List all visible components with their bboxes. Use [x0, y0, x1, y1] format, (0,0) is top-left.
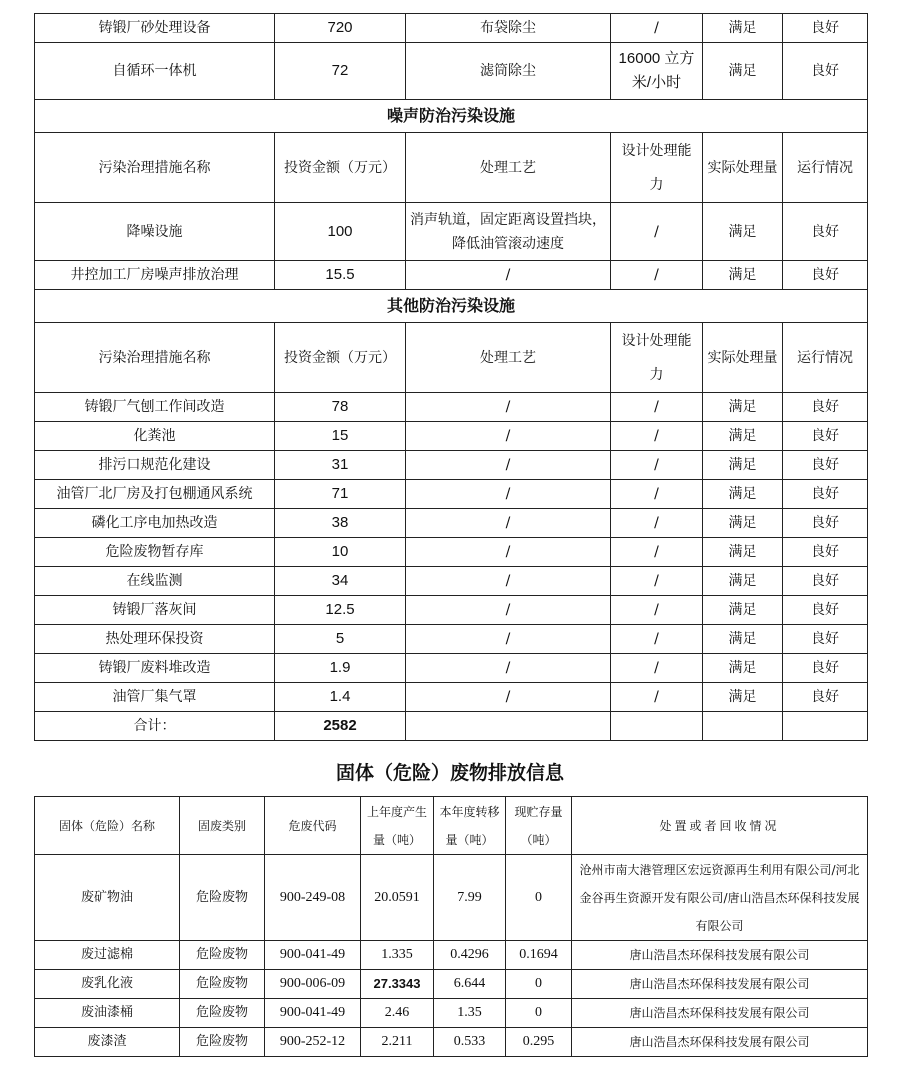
header-capacity: 设计处理能力: [611, 133, 703, 203]
header-investment: 投资金额（万元）: [275, 133, 406, 203]
process-value: /: [406, 683, 611, 712]
actual-value: 满足: [703, 422, 783, 451]
waste-code: 900-041-49: [265, 999, 361, 1028]
header-actual: 实际处理量: [703, 133, 783, 203]
header-name: 污染治理措施名称: [35, 323, 275, 393]
investment-value: 78: [275, 393, 406, 422]
process-value: /: [406, 451, 611, 480]
other-section-title: 其他防治污染设施: [35, 290, 868, 323]
header-row: [35, 133, 868, 203]
waste-name: 废过滤棉: [35, 941, 180, 970]
waste-type: 危险废物: [180, 1028, 265, 1057]
actual-value: 满足: [703, 203, 783, 261]
disposal-info: 唐山浩昌杰环保科技发展有限公司: [572, 999, 868, 1028]
header-status: 运行情况: [783, 133, 868, 203]
capacity-value: /: [611, 14, 703, 43]
process-value: /: [406, 654, 611, 683]
capacity-value: /: [611, 538, 703, 567]
investment-value: 720: [275, 14, 406, 43]
table-row: [35, 393, 868, 422]
status-value: 良好: [783, 683, 868, 712]
status-value: 良好: [783, 596, 868, 625]
investment-value: 15.5: [275, 261, 406, 290]
process-value: /: [406, 625, 611, 654]
stock-amount: 0.1694: [506, 941, 572, 970]
facility-name: 危险废物暂存库: [35, 538, 275, 567]
table-row: [35, 970, 868, 999]
capacity-value: /: [611, 393, 703, 422]
waste-type: 危险废物: [180, 999, 265, 1028]
table-row: [35, 480, 868, 509]
header-name: 固体（危险）名称: [35, 797, 180, 855]
actual-value: 满足: [703, 43, 783, 100]
capacity-value: /: [611, 480, 703, 509]
stock-amount: 0: [506, 970, 572, 999]
section-row: [35, 290, 868, 323]
investment-value: 31: [275, 451, 406, 480]
last-year-amount: 2.211: [361, 1028, 434, 1057]
investment-value: 34: [275, 567, 406, 596]
waste-code: 900-249-08: [265, 855, 361, 941]
actual-value: 满足: [703, 480, 783, 509]
process-value: /: [406, 261, 611, 290]
facility-name: 在线监测: [35, 567, 275, 596]
facility-name: 铸锻厂气刨工作间改造: [35, 393, 275, 422]
capacity-value: /: [611, 422, 703, 451]
total-label: 合计：: [35, 712, 275, 741]
capacity-value: /: [611, 451, 703, 480]
investment-value: 71: [275, 480, 406, 509]
process-value: 布袋除尘: [406, 14, 611, 43]
solid-waste-title: 固体（危险）废物排放信息: [335, 762, 564, 784]
status-value: 良好: [783, 480, 868, 509]
capacity-value: /: [611, 509, 703, 538]
investment-value: 38: [275, 509, 406, 538]
process-value: /: [406, 567, 611, 596]
facility-name: 降噪设施: [35, 203, 275, 261]
table-row: [35, 203, 868, 261]
header-row: [35, 323, 868, 393]
capacity-value: /: [611, 203, 703, 261]
waste-type: 危险废物: [180, 855, 265, 941]
facility-name: 油管厂北厂房及打包棚通风系统: [35, 480, 275, 509]
actual-value: 满足: [703, 538, 783, 567]
waste-name: 废漆渣: [35, 1028, 180, 1057]
status-value: 良好: [783, 509, 868, 538]
table-row: [35, 596, 868, 625]
process-value: /: [406, 596, 611, 625]
table-row: [35, 683, 868, 712]
header-process: 处理工艺: [406, 323, 611, 393]
status-value: 良好: [783, 14, 868, 43]
actual-value: 满足: [703, 596, 783, 625]
actual-value: 满足: [703, 451, 783, 480]
total-row: [35, 712, 868, 741]
facility-name: 铸锻厂落灰间: [35, 596, 275, 625]
actual-value: 满足: [703, 625, 783, 654]
stock-amount: 0: [506, 855, 572, 941]
actual-value: 满足: [703, 14, 783, 43]
table-row: [35, 999, 868, 1028]
investment-value: 1.9: [275, 654, 406, 683]
table-row: [35, 451, 868, 480]
header-status: 运行情况: [783, 323, 868, 393]
disposal-info: 唐山浩昌杰环保科技发展有限公司: [572, 970, 868, 999]
facility-name: 铸锻厂砂处理设备: [35, 14, 275, 43]
facility-name: 化粪池: [35, 422, 275, 451]
investment-value: 12.5: [275, 596, 406, 625]
status-value: 良好: [783, 422, 868, 451]
status-value: 良好: [783, 261, 868, 290]
actual-value: 满足: [703, 567, 783, 596]
disposal-info: 唐山浩昌杰环保科技发展有限公司: [572, 941, 868, 970]
process-value: /: [406, 393, 611, 422]
table-row: [35, 509, 868, 538]
table-row: [35, 625, 868, 654]
capacity-value: /: [611, 654, 703, 683]
process-value: /: [406, 422, 611, 451]
header-process: 处理工艺: [406, 133, 611, 203]
investment-value: 72: [275, 43, 406, 100]
waste-name: 废矿物油: [35, 855, 180, 941]
capacity-value: /: [611, 596, 703, 625]
status-value: 良好: [783, 451, 868, 480]
header-actual: 实际处理量: [703, 323, 783, 393]
header-row: [35, 797, 868, 855]
facility-name: 铸锻厂废料堆改造: [35, 654, 275, 683]
waste-code: 900-006-09: [265, 970, 361, 999]
last-year-amount: 27.3343: [361, 970, 434, 999]
capacity-value: /: [611, 683, 703, 712]
header-transfer: 本年度转移量（吨）: [434, 797, 506, 855]
actual-value: 满足: [703, 654, 783, 683]
status-value: 良好: [783, 567, 868, 596]
status-value: 良好: [783, 654, 868, 683]
actual-value: 满足: [703, 261, 783, 290]
status-value: 良好: [783, 43, 868, 100]
actual-value: 满足: [703, 393, 783, 422]
status-value: 良好: [783, 393, 868, 422]
facility-name: 排污口规范化建设: [35, 451, 275, 480]
waste-type: 危险废物: [180, 941, 265, 970]
last-year-amount: 2.46: [361, 999, 434, 1028]
actual-value: 满足: [703, 683, 783, 712]
solid-waste-table: [34, 796, 868, 1057]
disposal-info: 沧州市南大港管理区宏远资源再生利用有限公司/河北金谷再生资源开发有限公司/唐山浩昌杰环保科技发展有限公司: [572, 855, 868, 941]
table-row: [35, 941, 868, 970]
total-value: 2582: [275, 712, 406, 741]
section-row: [35, 100, 868, 133]
last-year-amount: 1.335: [361, 941, 434, 970]
header-disposal: 处置或者回收情况: [572, 797, 868, 855]
facility-name: 井控加工厂房噪声排放治理: [35, 261, 275, 290]
last-year-amount: 20.0591: [361, 855, 434, 941]
table-row: [35, 43, 868, 100]
investment-value: 100: [275, 203, 406, 261]
investment-value: 1.4: [275, 683, 406, 712]
table-row: [35, 1028, 868, 1057]
capacity-value: 16000 立方米/小时: [611, 43, 703, 100]
process-value: /: [406, 480, 611, 509]
status-value: 良好: [783, 538, 868, 567]
table-row: [35, 654, 868, 683]
disposal-info: 唐山浩昌杰环保科技发展有限公司: [572, 1028, 868, 1057]
table-row: [35, 538, 868, 567]
facility-name: 热处理环保投资: [35, 625, 275, 654]
waste-code: 900-041-49: [265, 941, 361, 970]
header-investment: 投资金额（万元）: [275, 323, 406, 393]
actual-value: 满足: [703, 509, 783, 538]
stock-amount: 0: [506, 999, 572, 1028]
header-stock: 现贮存量（吨）: [506, 797, 572, 855]
waste-name: 废油漆桶: [35, 999, 180, 1028]
table-row: [35, 422, 868, 451]
investment-value: 5: [275, 625, 406, 654]
header-type: 固废类别: [180, 797, 265, 855]
process-value: 消声轨道，固定距离设置挡块，降低油管滚动速度: [406, 203, 611, 261]
transfer-amount: 0.4296: [434, 941, 506, 970]
transfer-amount: 0.533: [434, 1028, 506, 1057]
status-value: 良好: [783, 203, 868, 261]
capacity-value: /: [611, 261, 703, 290]
process-value: /: [406, 509, 611, 538]
investment-value: 10: [275, 538, 406, 567]
header-name: 污染治理措施名称: [35, 133, 275, 203]
pollution-facilities-table: [34, 13, 868, 741]
transfer-amount: 6.644: [434, 970, 506, 999]
header-last-year: 上年度产生量（吨）: [361, 797, 434, 855]
facility-name: 油管厂集气罩: [35, 683, 275, 712]
noise-section-title: 噪声防治污染设施: [35, 100, 868, 133]
waste-name: 废乳化液: [35, 970, 180, 999]
waste-code: 900-252-12: [265, 1028, 361, 1057]
facility-name: 磷化工序电加热改造: [35, 509, 275, 538]
header-code: 危废代码: [265, 797, 361, 855]
waste-type: 危险废物: [180, 970, 265, 999]
transfer-amount: 7.99: [434, 855, 506, 941]
table-row: [35, 567, 868, 596]
investment-value: 15: [275, 422, 406, 451]
table-row: [35, 261, 868, 290]
process-value: /: [406, 538, 611, 567]
capacity-value: /: [611, 567, 703, 596]
capacity-value: /: [611, 625, 703, 654]
status-value: 良好: [783, 625, 868, 654]
facility-name: 自循环一体机: [35, 43, 275, 100]
transfer-amount: 1.35: [434, 999, 506, 1028]
table-row: [35, 14, 868, 43]
process-value: 滤筒除尘: [406, 43, 611, 100]
stock-amount: 0.295: [506, 1028, 572, 1057]
table-row: [35, 855, 868, 941]
header-capacity: 设计处理能力: [611, 323, 703, 393]
